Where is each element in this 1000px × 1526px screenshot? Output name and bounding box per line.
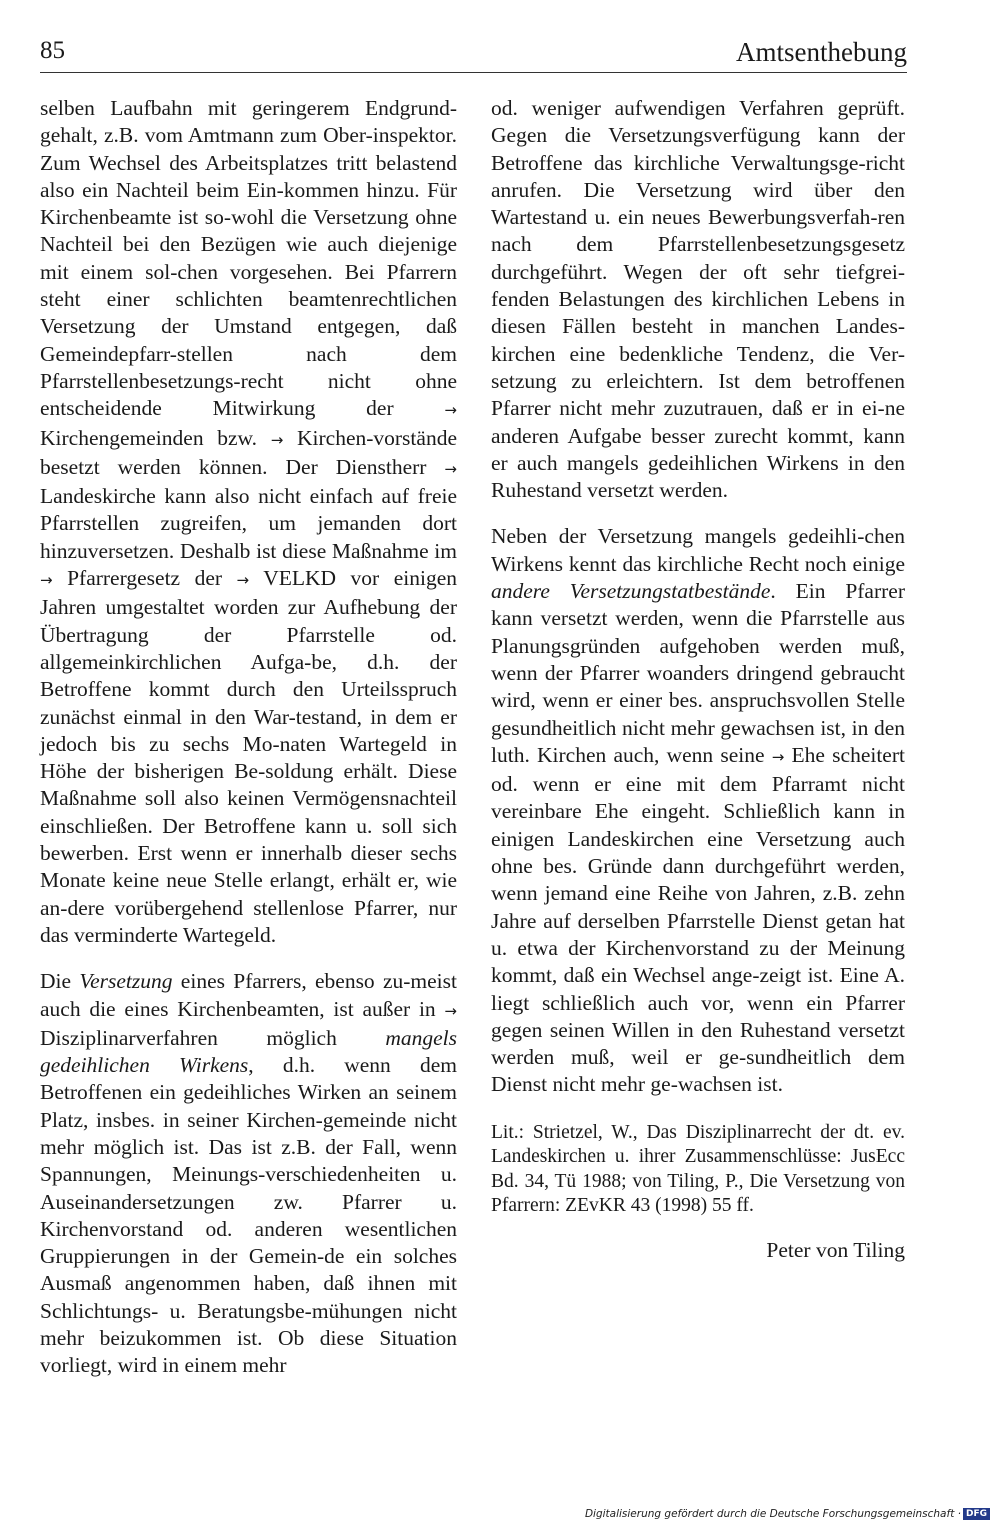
left-column bbox=[40, 95, 457, 1399]
text-run: Kirchengemeinden bzw. bbox=[40, 425, 271, 450]
running-head: Amtsenthebung bbox=[736, 37, 907, 67]
right-column bbox=[491, 95, 905, 1284]
literature-references: Lit.: Strietzel, W., Das Disziplinarrecht der dt. ev. Landeskirchen u. ihrer Zusammenschlüsse: JusEcc Bd. 34, Tü 1988; von Tiling, P., Die Versetzung von Pfarrern: ZEvKR 43 (1998) 55 ff. bbox=[491, 1121, 905, 1216]
text-run: Kirchen-vorstände besetzt werden können. Der Dienstherr bbox=[40, 425, 457, 479]
digitization-credit bbox=[585, 1508, 990, 1520]
italic-term: Versetzung bbox=[79, 969, 173, 994]
text-run: eines Pfarrers, ebenso zu-meist auch die eines Kirchenbeamten, ist außer in bbox=[40, 969, 457, 1021]
text-run: Neben der Versetzung mangels gedeihli-chen Wirkens kennt das kirchliche Recht noch einige bbox=[491, 524, 905, 576]
text-run: , d.h. wenn dem Betroffenen ein gedeihliches Wirken an seinem Platz, insbes. in seiner Kirchen-gemeinde nicht mehr möglich ist. Das ist z.B. der Fall, wenn Spannungen, Meinungs-verschiedenheiten u. Auseinandersetzungen zw. Pfarrer u. Kirchenvorstand od. anderen wesentlichen Gruppierungen in der Gemein-de ein solches Ausmaß angenommen haben, daß ihnen mit Schlichtungs- u. Beratungsbe-mühungen nicht mehr beizukommen ist. Ob diese Situation vorliegt, wird in einem mehr bbox=[40, 1053, 457, 1378]
cross-reference-arrow-icon: → bbox=[444, 1001, 457, 1020]
paragraph bbox=[40, 968, 457, 1379]
dfg-logo-icon: DFG bbox=[963, 1508, 990, 1520]
cross-reference-arrow-icon: → bbox=[236, 571, 250, 590]
paragraph bbox=[491, 523, 905, 1098]
text-run: Pfarrergesetz der bbox=[52, 566, 237, 591]
cross-reference-arrow-icon: → bbox=[444, 459, 457, 478]
credit-text: Digitalisierung gefördert durch die Deutsche Forschungsgemeinschaft · bbox=[584, 1508, 961, 1520]
text-run: Disziplinarverfahren möglich bbox=[40, 1025, 386, 1050]
text-run: VELKD vor einigen Jahren umgestaltet worden zur Aufhebung der Übertragung der Pfarrstelle od. allgemeinkirchlichen Aufga-be, d.h. der Betroffene kommt durch den Urteilsspruch zunächst einmal in den War-testand, in dem er jedoch bis zu sechs Mo-naten Wartegeld in Höhe der bisherigen Be-soldung erhält. Diese Maßnahme soll also keinen Vermögensnachteil einschließen. Der Betroffene kann u. soll sich bewerben. Erst wenn er innerhalb dieser sechs Monate keine neue Stelle erlangt, erhält er, wie an-dere vorübergehend stellenlose Pfarrer, nur das verminderte Wartegeld. bbox=[40, 566, 457, 947]
author-signature: Peter von Tiling bbox=[766, 1238, 905, 1263]
cross-reference-arrow-icon: → bbox=[270, 430, 284, 449]
cross-reference-arrow-icon: → bbox=[771, 747, 785, 766]
text-run: Ehe scheitert od. wenn er eine mit dem Pfarramt nicht vereinbare Ehe eingeht. Schließlich kann in einigen Landeskirchen eine Versetzung auch ohne bes. Gründe dann durchgeführt werden, wenn jemand eine Reihe von Jahren, z.B. zehn Jahre auf derselben Pfarrstelle Dienst getan hat u. etwa der Kirchenvorstand zu der Meinung kommt, daß ein Wechsel ange-zeigt ist. Eine A. liegt schließlich auch vor, wenn ein Pfarrer gegen seinen Willen in den Ruhestand versetzt werden muß, weil er ge-sundheitlich dem Dienst nicht mehr ge-wachsen ist. bbox=[491, 742, 905, 1097]
italic-term: mangels gedeihlichen Wirkens bbox=[40, 1025, 457, 1078]
page-number: 85 bbox=[40, 37, 65, 64]
italic-term: andere Versetzungstatbestände bbox=[491, 579, 771, 604]
header-rule bbox=[40, 72, 907, 73]
text-run: Die bbox=[40, 969, 80, 994]
text-run: . Ein Pfarrer kann versetzt werden, wenn die Pfarrstelle aus Planungsgründen aufgehoben werden muß, wenn der Pfarrer woanders dringend gebraucht wird, wenn er einer bes. anspruchsvollen Stelle gesundheitlich nicht mehr gewachsen ist, in den luth. Kirchen auch, wenn seine bbox=[491, 579, 905, 767]
cross-reference-arrow-icon: → bbox=[444, 401, 457, 420]
paragraph bbox=[40, 95, 457, 949]
text-run: selben Laufbahn mit geringerem Endgrund-gehalt, z.B. vom Amtmann zum Ober-inspektor. Zum Wechsel des Arbeitsplatzes tritt belastend also ein Nachteil beim Ein-kommen hinzu. Für Kirchenbeamte ist so-wohl die Versetzung ohne Nachteil bei den Bezügen wie auch diejenige mit einem sol-chen vorgesehen. Bei Pfarrern steht einer schlichten beamtenrechtlichen Versetzung der Umstand entgegen, daß Gemeindepfarr-stellen nach dem Pfarrstellenbesetzungs-recht nicht ohne entscheidende Mitwirkung der bbox=[40, 96, 457, 421]
cross-reference-arrow-icon: → bbox=[40, 571, 53, 590]
paragraph: od. weniger aufwendigen Verfahren geprüft. Gegen die Versetzungsverfügung kann der Betroffene das kirchliche Verwaltungsge-richt anrufen. Die Versetzung wird über den Wartestand u. ein neues Bewerbungsverfah-ren nach dem Pfarrstellenbesetzungsgesetz durchgeführt. Wegen der oft sehr tiefgrei-fenden Belastungen des kirchlichen Lebens in diesen Fällen besteht in manchen Landes-kirchen eine bedenkliche Tendenz, die Ver-setzung zu erleichtern. Ist dem betroffenen Pfarrer nicht mehr zuzutrauen, daß er in ei-ne anderen Aufgabe besser zurecht kommt, kann er auch mangels gedeihlichen Wirkens in den Ruhestand versetzt werden. bbox=[491, 96, 905, 503]
text-run: Landeskirche kann also nicht einfach auf freie Pfarrstellen zugreifen, um jemanden dort hinzuversetzen. Deshalb ist diese Maßnahme im bbox=[40, 484, 457, 563]
